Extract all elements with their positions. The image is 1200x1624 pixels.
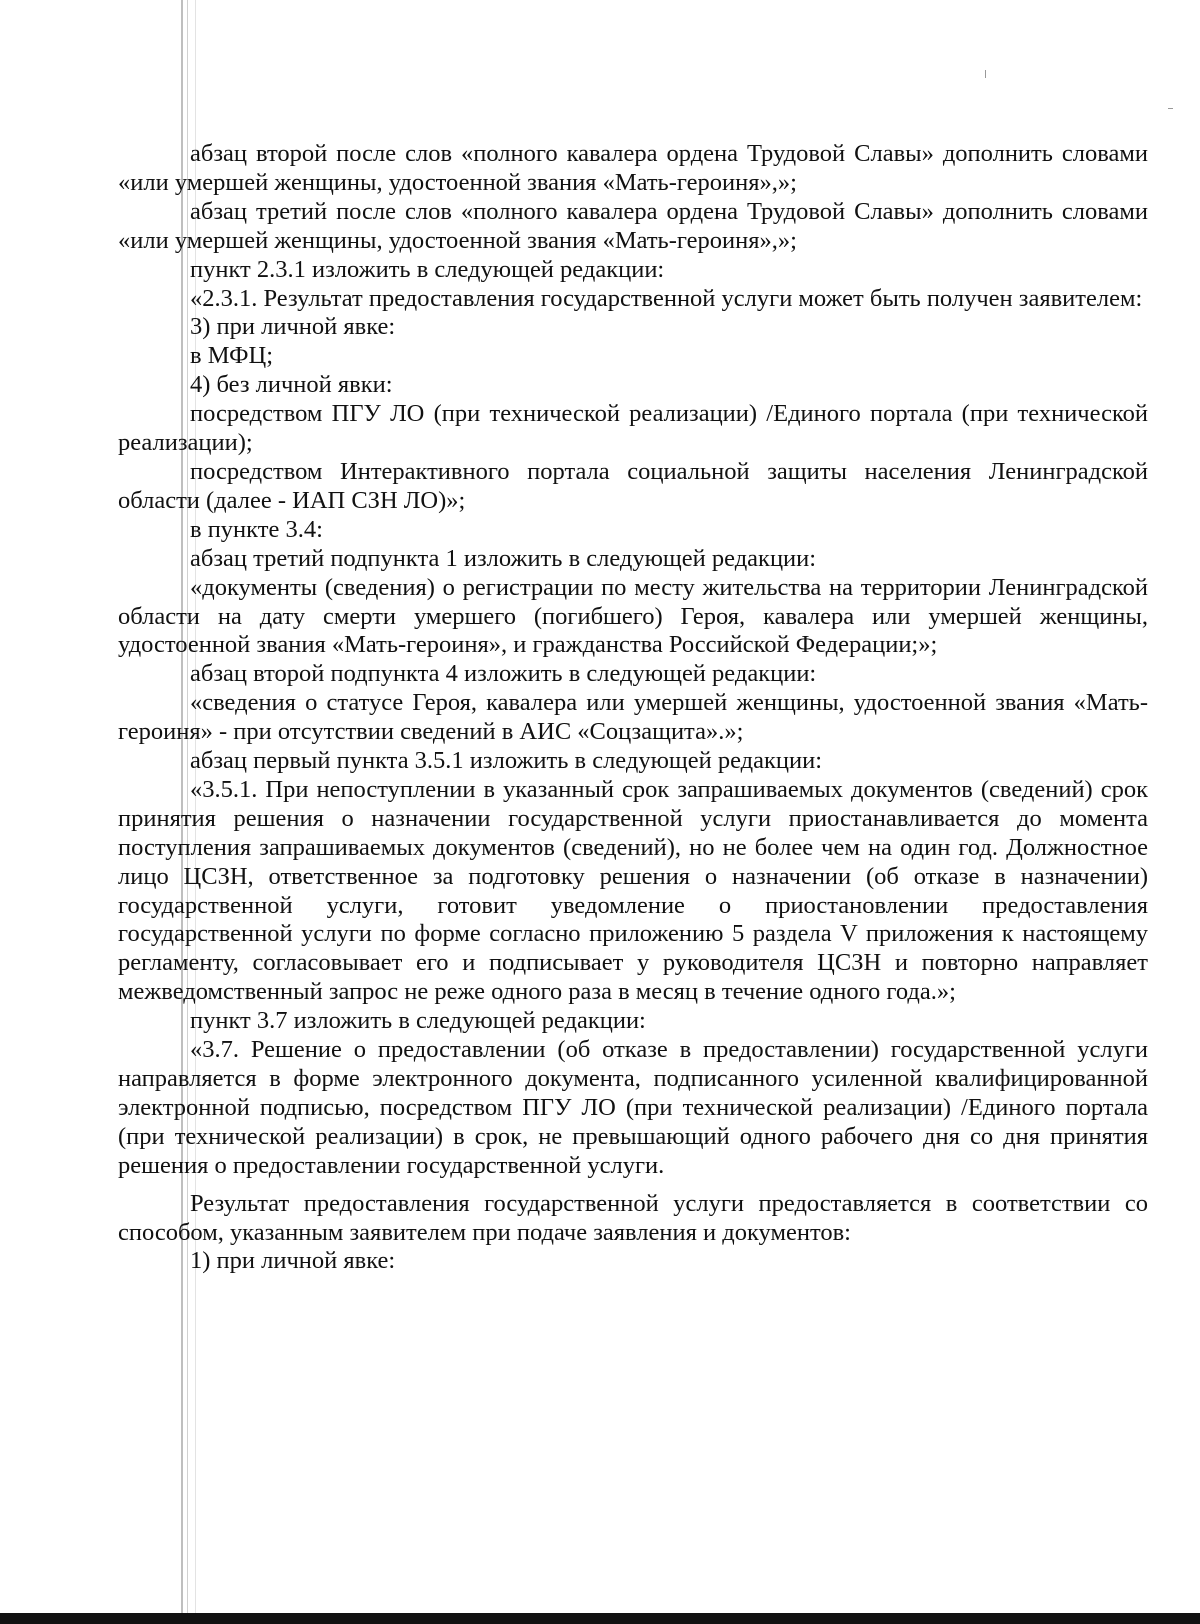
paragraph: пункт 2.3.1 изложить в следующей редакции:: [190, 255, 665, 283]
paragraph: «2.3.1. Результат предоставления государственной услуги может быть получен заявителем:: [190, 284, 1143, 312]
paragraph: пункт 3.7 изложить в следующей редакции:: [190, 1007, 646, 1035]
paragraph: 3) при личной явке:: [190, 313, 396, 341]
paragraph: «сведения о статусе Героя, кавалера или умершей женщины, удостоенной звания «Мать-героиня» - при отсутствии сведений в АИС «Соцзащита».»;: [118, 689, 1148, 746]
paragraph: Результат предоставления государственной услуги предоставляется в соответствии со способом, указанным заявителем при подаче заявления и документов:: [118, 1189, 1148, 1246]
paragraph: абзац первый пункта 3.5.1 изложить в следующей редакции:: [190, 747, 823, 775]
paragraph: абзац третий подпункта 1 изложить в следующей редакции:: [190, 544, 817, 572]
paragraph: «3.5.1. При непоступлении в указанный срок запрашиваемых документов (сведений) срок принятия решения о назначении государственной услуги приостанавливается до момента поступления запрашиваемых документов (сведений), но не более чем на один год. Должностное лицо ЦСЗН, ответственное за подготовку решения о назначении (об отказе в назначении) государственной услуги, готовит уведомление о приостановлении предоставления государственной услуги по форме согласно приложению 5 раздела V приложения к настоящему регламенту, согласовывает его и подписывает у руководителя ЦСЗН и повторно направляет межведомственный запрос не реже одного раза в месяц в течение одного года.»;: [118, 775, 1148, 1006]
paragraph: «3.7. Решение о предоставлении (об отказе в предоставлении) государственной услуги направляется в форме электронного документа, подписанного усиленной квалифицированной электронной подписью, посредством ПГУ ЛО (при технической реализации) /Единого портала (при технической реализации) в срок, не превышающий одного рабочего дня со дня принятия решения о предоставлении государственной услуги.: [118, 1036, 1148, 1179]
paragraph: в пункте 3.4:: [190, 515, 323, 543]
paragraph: посредством ПГУ ЛО (при технической реализации) /Единого портала (при технической реализации);: [118, 400, 1148, 457]
paragraph: абзац второй после слов «полного кавалера ордена Трудовой Славы» дополнить словами «или умершей женщины, удостоенной звания «Мать-героиня»,»;: [118, 140, 1148, 196]
document-body: [118, 140, 1148, 1276]
paragraph: 4) без личной явки:: [190, 371, 393, 399]
paragraph: абзац второй подпункта 4 изложить в следующей редакции:: [190, 660, 817, 688]
paragraph: «документы (сведения) о регистрации по месту жительства на территории Ленинградской области на дату смерти умершего (погибшего) Героя, кавалера или умершей женщины, удостоенной звания «Мать-героиня», и гражданства Российской Федерации;»;: [118, 573, 1148, 659]
paragraph: 1) при личной явке:: [190, 1247, 396, 1275]
scan-speck: [1168, 108, 1173, 109]
paragraph: абзац третий после слов «полного кавалера ордена Трудовой Славы» дополнить словами «или умершей женщины, удостоенной звания «Мать-героиня»,»;: [118, 197, 1148, 254]
paragraph: в МФЦ;: [190, 342, 274, 370]
scan-bottom-edge: [0, 1613, 1200, 1624]
scan-speck: [985, 70, 986, 78]
paragraph: посредством Интерактивного портала социальной защиты населения Ленинградской области (далее - ИАП СЗН ЛО)»;: [118, 457, 1148, 514]
